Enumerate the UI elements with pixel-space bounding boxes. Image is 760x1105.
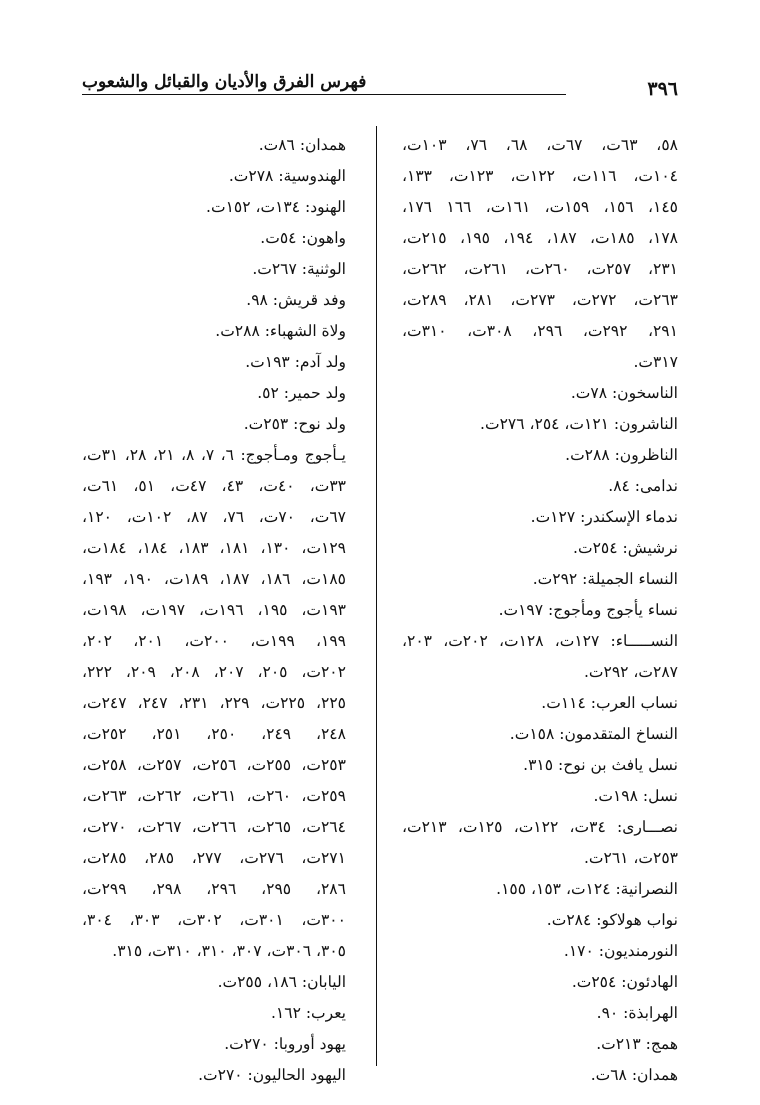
- index-column-left: [82, 130, 346, 1091]
- index-entry-line: يـأجوج ومـأجوج: ٦، ٧، ٨، ٢١، ٢٨، ٣١ت،: [82, 446, 346, 464]
- index-entry-line: ١٩٩، ١٩٩ت، ٢٠٠ت، ٢٠١، ٢٠٢،: [82, 632, 346, 650]
- index-entry-line: اليهود الحاليون: ٢٧٠ت.: [198, 1066, 346, 1084]
- index-entry-line: ٦٧ت، ٧٠ت، ٧٦، ٨٧، ١٠٢ت، ١٢٠،: [82, 508, 346, 526]
- index-entry-line: ١٨٥ت، ١٨٦، ١٨٧، ١٨٩ت، ١٩٠، ١٩٣،: [82, 570, 346, 588]
- index-entry-line: الناظرون: ٢٨٨ت.: [565, 446, 678, 464]
- index-entry-line: ١٤٥، ١٥٦، ١٥٩ت، ١٦١ت، ١٦٦ ١٧٦،: [402, 198, 678, 216]
- index-entry-line: نرشيش: ٢٥٤ت.: [573, 539, 678, 557]
- index-entry-line: ٢٦٣ت، ٢٧٢ت، ٢٧٣ت، ٢٨١، ٢٨٩ت،: [402, 291, 678, 309]
- index-entry-line: ولد حمير: ٥٢.: [257, 384, 346, 402]
- index-entry-line: الناشرون: ١٢١ت، ٢٥٤، ٢٧٦ت.: [480, 415, 678, 433]
- index-entry-line: واهون: ٥٤ت.: [260, 229, 346, 247]
- index-entry-line: ٢٨٧ت، ٢٩٢ت.: [583, 663, 678, 681]
- index-entry-line: نسل: ١٩٨ت.: [593, 787, 678, 805]
- index-entry-line: همدان: ٦٨ت.: [590, 1066, 678, 1084]
- index-entry-line: ٢٥٩ت، ٢٦٠ت، ٢٦١ت، ٢٦٢ت، ٢٦٣ت،: [82, 787, 346, 805]
- index-entry-line: النورمنديون: ١٧٠.: [563, 942, 678, 960]
- index-entry-line: ٣٠٥، ٣٠٦ت، ٣٠٧، ٣١٠، ٣١٠ت، ٣١٥.: [112, 942, 346, 960]
- index-entry-line: ٥٨، ٦٣ت، ٦٧ت، ٦٨، ٧٦، ١٠٣ت،: [402, 136, 678, 154]
- index-entry-line: ١٠٤ت، ١١٦ت، ١٢٢ت، ١٢٣ت، ١٣٣،: [402, 167, 678, 185]
- index-entry-line: ١٢٩ت، ١٣٠، ١٨١، ١٨٣، ١٨٤، ١٨٤ت،: [82, 539, 346, 557]
- index-entry-line: الهرابذة: ٩٠.: [596, 1004, 678, 1022]
- index-entry-line: ٢٥٣ت، ٢٦١ت.: [583, 849, 678, 867]
- index-entry-line: ٣١٧ت.: [633, 353, 678, 371]
- index-entry-line: الهادئون: ٢٥٤ت.: [571, 973, 678, 991]
- index-entry-line: النساخ المتقدمون: ١٥٨ت.: [509, 725, 678, 743]
- index-entry-line: الهندوسية: ٢٧٨ت.: [228, 167, 346, 185]
- index-entry-line: النصرانية: ١٢٤ت، ١٥٣، ١٥٥.: [496, 880, 678, 898]
- index-entry-line: ١٩٣ت، ١٩٥، ١٩٦ت، ١٩٧ت، ١٩٨ت،: [82, 601, 346, 619]
- index-entry-line: ندماء الإسكندر: ١٢٧ت.: [530, 508, 678, 526]
- index-entry-line: ٢٧١ت، ٢٧٦ت، ٢٧٧، ٢٨٥، ٢٨٥ت،: [82, 849, 346, 867]
- index-entry-line: ٢٤٨، ٢٤٩، ٢٥٠، ٢٥١، ٢٥٢ت،: [82, 725, 346, 743]
- index-entry-line: نواب هولاكو: ٢٨٤ت.: [546, 911, 678, 929]
- index-entry-line: يعرب: ١٦٢.: [270, 1004, 346, 1022]
- column-divider: [376, 126, 377, 1066]
- index-entry-line: ٢٩١، ٢٩٢ت، ٢٩٦، ٣٠٨ت، ٣١٠ت،: [402, 322, 678, 340]
- page-header: [82, 72, 678, 102]
- index-entry-line: ٢٢٥، ٢٢٥ت، ٢٢٩، ٢٣١، ٢٤٧، ٢٤٧ت،: [82, 694, 346, 712]
- index-entry-line: النساء الجميلة: ٢٩٢ت.: [532, 570, 678, 588]
- index-entry-line: ٢٦٤ت، ٢٦٥ت، ٢٦٦ت، ٢٦٧ت، ٢٧٠ت،: [82, 818, 346, 836]
- index-entry-line: ولد آدم: ١٩٣ت.: [245, 353, 346, 371]
- index-entry-line: ولاة الشهباء: ٢٨٨ت.: [215, 322, 346, 340]
- header-rule: [82, 94, 566, 95]
- index-entry-line: ١٧٨، ١٨٥ت، ١٨٧، ١٩٤، ١٩٥، ٢١٥ت،: [402, 229, 678, 247]
- index-entry-line: ولد نوح: ٢٥٣ت.: [243, 415, 346, 433]
- index-entry-line: همدان: ٨٦ت.: [258, 136, 346, 154]
- index-entry-line: اليابان: ١٨٦، ٢٥٥ت.: [217, 973, 346, 991]
- index-column-right: [402, 130, 678, 1091]
- index-entry-line: الهنود: ١٣٤ت، ١٥٢ت.: [206, 198, 346, 216]
- index-entry-line: نساء يأجوج ومأجوج: ١٩٧ت.: [498, 601, 678, 619]
- index-entry-line: الناسخون: ٧٨ت.: [570, 384, 678, 402]
- index-entry-line: وفد قريش: ٩٨.: [246, 291, 346, 309]
- index-entry-line: الوثنية: ٢٦٧ت.: [252, 260, 346, 278]
- index-entry-line: ٢٠٢ت، ٢٠٥، ٢٠٧، ٢٠٨، ٢٠٩، ٢٢٢،: [82, 663, 346, 681]
- page-number: ٣٩٦: [647, 78, 678, 100]
- index-entry-line: همج: ٢١٣ت.: [596, 1035, 678, 1053]
- index-entry-line: ٣٣ت، ٤٠ت، ٤٣، ٤٧ت، ٥١، ٦١ت،: [82, 477, 346, 495]
- index-entry-line: ٢٨٦، ٢٩٥، ٢٩٦، ٢٩٨، ٢٩٩ت،: [82, 880, 346, 898]
- index-entry-line: ندامى: ٨٤.: [608, 477, 678, 495]
- index-entry-line: ٢٣١، ٢٥٧ت، ٢٦٠ت، ٢٦١ت، ٢٦٢ت،: [402, 260, 678, 278]
- running-title: فهرس الفرق والأديان والقبائل والشعوب: [82, 72, 374, 92]
- index-entry-line: نسل يافث بن نوح: ٣١٥.: [523, 756, 678, 774]
- index-entry-line: نساب العرب: ١١٤ت.: [541, 694, 678, 712]
- index-entry-line: النســـــاء: ١٢٧ت، ١٢٨ت، ٢٠٢ت، ٢٠٣،: [402, 632, 678, 650]
- index-entry-line: ٢٥٣ت، ٢٥٥ت، ٢٥٦ت، ٢٥٧ت، ٢٥٨ت،: [82, 756, 346, 774]
- index-entry-line: ٣٠٠ت، ٣٠١ت، ٣٠٢ت، ٣٠٣، ٣٠٤،: [82, 911, 346, 929]
- index-entry-line: نصـــارى: ٣٤ت، ١٢٢ت، ١٢٥ت، ٢١٣ت،: [402, 818, 678, 836]
- index-entry-line: يهود أوروبا: ٢٧٠ت.: [224, 1035, 346, 1053]
